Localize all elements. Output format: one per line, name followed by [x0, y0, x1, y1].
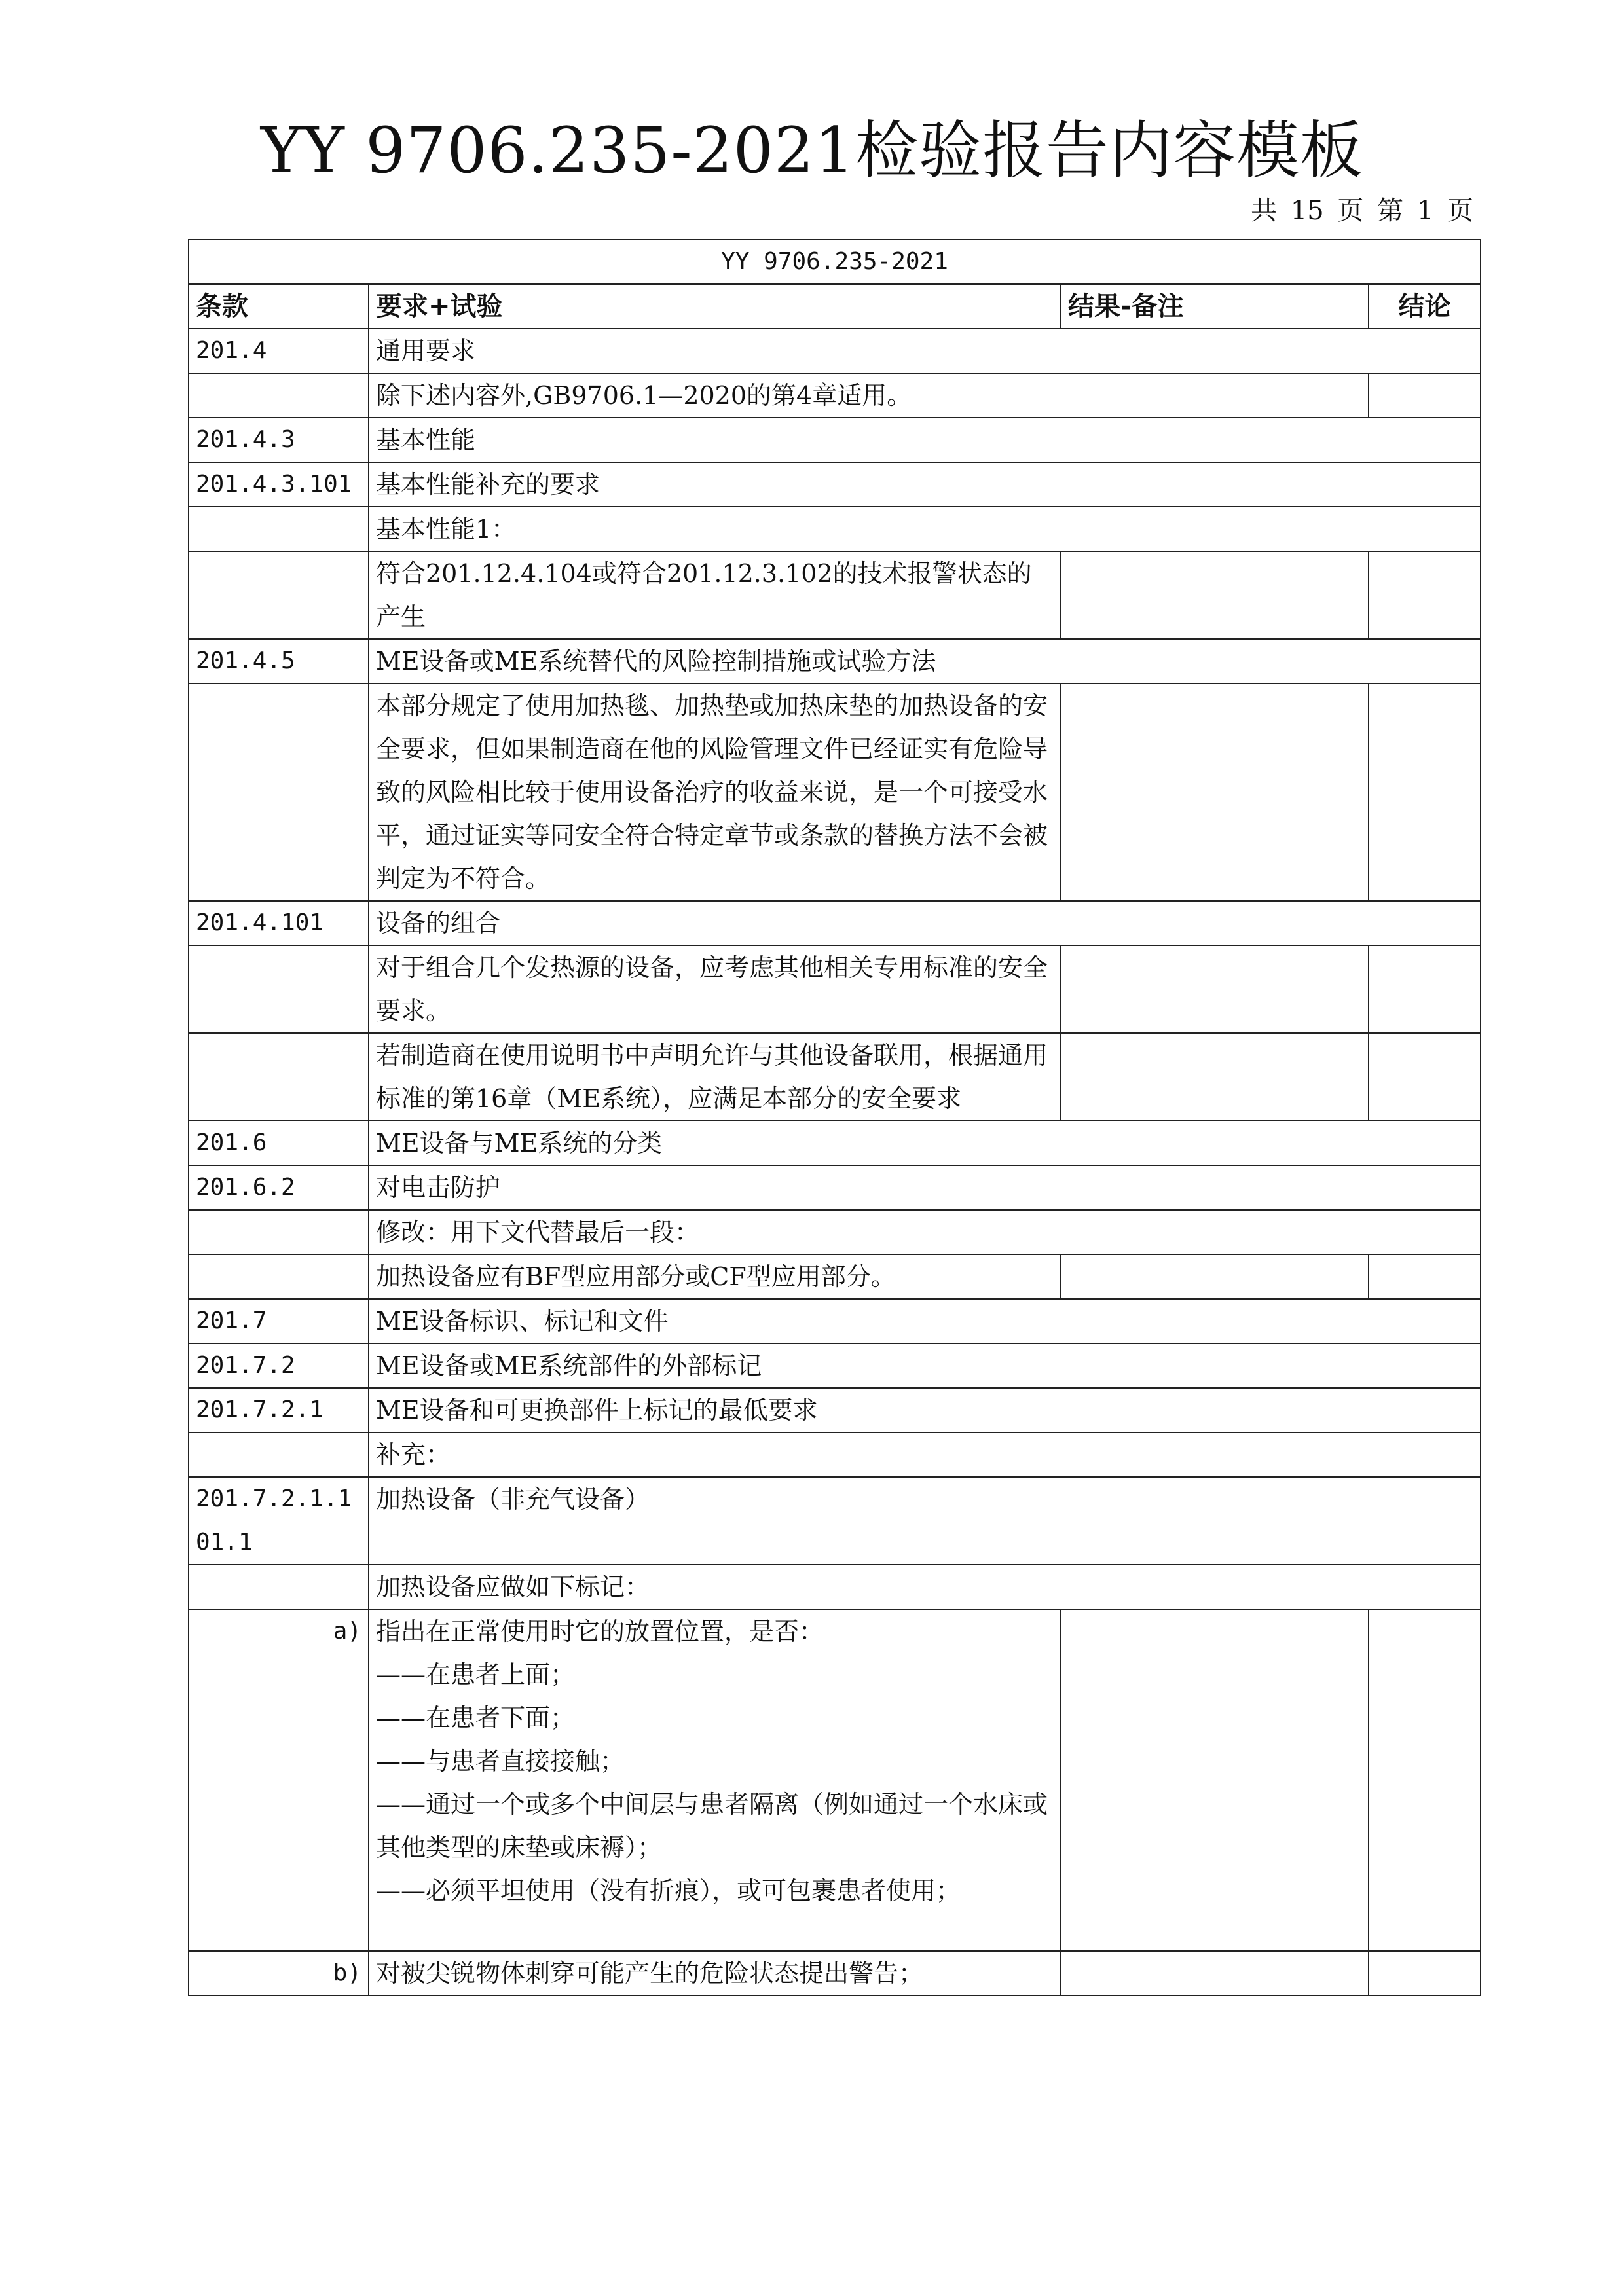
- clause-cell: [189, 507, 369, 551]
- clause-cell: [189, 1432, 369, 1477]
- requirement-line: ——通过一个或多个中间层与患者隔离（例如通过一个水床或其他类型的床垫或床褥）；: [376, 1790, 1048, 1862]
- requirement-cell: 若制造商在使用说明书中声明允许与其他设备联用，根据通用标准的第16章（ME系统），应满足本部分的安全要求: [369, 1033, 1061, 1121]
- requirement-cell: [369, 1609, 1061, 1951]
- table-row: [189, 901, 1481, 945]
- clause-cell: 201.4: [189, 329, 369, 373]
- section-heading: ME设备和可更换部件上标记的最低要求: [369, 1388, 1481, 1432]
- result-cell[interactable]: [1061, 551, 1369, 639]
- clause-cell: 201.6.2: [189, 1165, 369, 1210]
- table-row: [189, 945, 1481, 1033]
- header-verdict: 结论: [1369, 284, 1481, 329]
- section-heading: ME设备或ME系统替代的风险控制措施或试验方法: [369, 639, 1481, 683]
- section-heading: 加热设备应做如下标记：: [369, 1565, 1481, 1609]
- table-row: [189, 683, 1481, 901]
- clause-cell: [189, 683, 369, 901]
- table-row: [189, 507, 1481, 551]
- result-cell[interactable]: [1061, 1254, 1369, 1299]
- requirement-cell: 除下述内容外,GB9706.1—2020的第4章适用。: [369, 373, 1369, 418]
- clause-cell: [189, 945, 369, 1033]
- requirement-line: ——必须平坦使用（没有折痕），或可包裹患者使用；: [376, 1876, 961, 1905]
- table-row: [189, 1388, 1481, 1432]
- clause-cell: [189, 551, 369, 639]
- header-requirement: 要求+试验: [369, 284, 1061, 329]
- clause-cell: [189, 1254, 369, 1299]
- table-row: [189, 418, 1481, 462]
- section-heading: ME设备标识、标记和文件: [369, 1299, 1481, 1343]
- section-heading: 基本性能1：: [369, 507, 1481, 551]
- result-cell[interactable]: [1061, 1951, 1369, 1995]
- verdict-cell[interactable]: [1369, 945, 1481, 1033]
- section-heading: ME设备或ME系统部件的外部标记: [369, 1343, 1481, 1388]
- clause-cell: 201.7.2: [189, 1343, 369, 1388]
- header-result: 结果-备注: [1061, 284, 1369, 329]
- table-row: [189, 1033, 1481, 1121]
- clause-cell: 201.4.101: [189, 901, 369, 945]
- table-row: [189, 1254, 1481, 1299]
- requirement-line: ——与患者直接接触；: [376, 1747, 625, 1776]
- section-heading: 基本性能: [369, 418, 1481, 462]
- section-heading: 设备的组合: [369, 901, 1481, 945]
- section-heading: 补充：: [369, 1432, 1481, 1477]
- inspection-table: [188, 239, 1481, 1996]
- item-label: b): [189, 1951, 369, 1995]
- clause-cell: 201.7.2.1.101.1: [189, 1477, 369, 1565]
- table-row: [189, 1121, 1481, 1165]
- verdict-cell[interactable]: [1369, 1609, 1481, 1951]
- clause-cell: 201.6: [189, 1121, 369, 1165]
- table-row: [189, 551, 1481, 639]
- table-row: [189, 329, 1481, 373]
- table-row: [189, 1477, 1481, 1565]
- header-clause: 条款: [189, 284, 369, 329]
- table-row: [189, 1165, 1481, 1210]
- table-row: [189, 1343, 1481, 1388]
- requirement-cell: 对于组合几个发热源的设备，应考虑其他相关专用标准的安全要求。: [369, 945, 1061, 1033]
- clause-cell: 201.7.2.1: [189, 1388, 369, 1432]
- verdict-cell[interactable]: [1369, 683, 1481, 901]
- verdict-cell[interactable]: [1369, 551, 1481, 639]
- document-title: YY 9706.235-2021检验报告内容模板: [260, 114, 1364, 187]
- clause-cell: [189, 1210, 369, 1254]
- table-row: [189, 1299, 1481, 1343]
- item-label: a): [189, 1609, 369, 1951]
- table-row: [189, 1210, 1481, 1254]
- table-row: [189, 462, 1481, 507]
- requirement-cell: 对被尖锐物体刺穿可能产生的危险状态提出警告；: [369, 1951, 1061, 1995]
- clause-cell: [189, 1565, 369, 1609]
- table-row: [189, 639, 1481, 683]
- requirement-cell: 符合201.12.4.104或符合201.12.3.102的技术报警状态的产生: [369, 551, 1061, 639]
- table-row: [189, 1565, 1481, 1609]
- table-header-row: [189, 284, 1481, 329]
- section-heading: 加热设备（非充气设备）: [369, 1477, 1481, 1565]
- verdict-cell[interactable]: [1369, 1951, 1481, 1995]
- verdict-cell[interactable]: [1369, 1033, 1481, 1121]
- result-cell[interactable]: [1061, 683, 1369, 901]
- requirement-line: 指出在正常使用时它的放置位置，是否：: [376, 1617, 824, 1646]
- requirement-line: ——在患者上面；: [376, 1660, 576, 1689]
- clause-cell: 201.4.5: [189, 639, 369, 683]
- result-cell[interactable]: [1061, 945, 1369, 1033]
- table-row: [189, 373, 1481, 418]
- table-title-row: [189, 240, 1481, 284]
- clause-cell: 201.7: [189, 1299, 369, 1343]
- result-cell[interactable]: [1061, 1609, 1369, 1951]
- section-heading: 对电击防护: [369, 1165, 1481, 1210]
- table-title: YY 9706.235-2021: [189, 240, 1481, 284]
- requirement-cell: 本部分规定了使用加热毯、加热垫或加热床垫的加热设备的安全要求，但如果制造商在他的风险管理文件已经证实有危险导致的风险相比较于使用设备治疗的收益来说，是一个可接受水平，通过证实等同安全符合特定章节或条款的替换方法不会被判定为不符合。: [369, 683, 1061, 901]
- table-row: [189, 1951, 1481, 1995]
- verdict-cell[interactable]: [1369, 373, 1481, 418]
- section-heading: 修改：用下文代替最后一段：: [369, 1210, 1481, 1254]
- clause-cell: 201.4.3.101: [189, 462, 369, 507]
- requirement-line: ——在患者下面；: [376, 1704, 576, 1732]
- verdict-cell[interactable]: [1369, 1254, 1481, 1299]
- clause-cell: [189, 373, 369, 418]
- result-cell[interactable]: [1061, 1033, 1369, 1121]
- page-info: 共 15 页 第 1 页: [1251, 196, 1473, 226]
- table-row: [189, 1609, 1481, 1951]
- section-heading: ME设备与ME系统的分类: [369, 1121, 1481, 1165]
- section-heading: 基本性能补充的要求: [369, 462, 1481, 507]
- section-heading: 通用要求: [369, 329, 1481, 373]
- table-row: [189, 1432, 1481, 1477]
- requirement-cell: 加热设备应有BF型应用部分或CF型应用部分。: [369, 1254, 1061, 1299]
- clause-cell: 201.4.3: [189, 418, 369, 462]
- clause-cell: [189, 1033, 369, 1121]
